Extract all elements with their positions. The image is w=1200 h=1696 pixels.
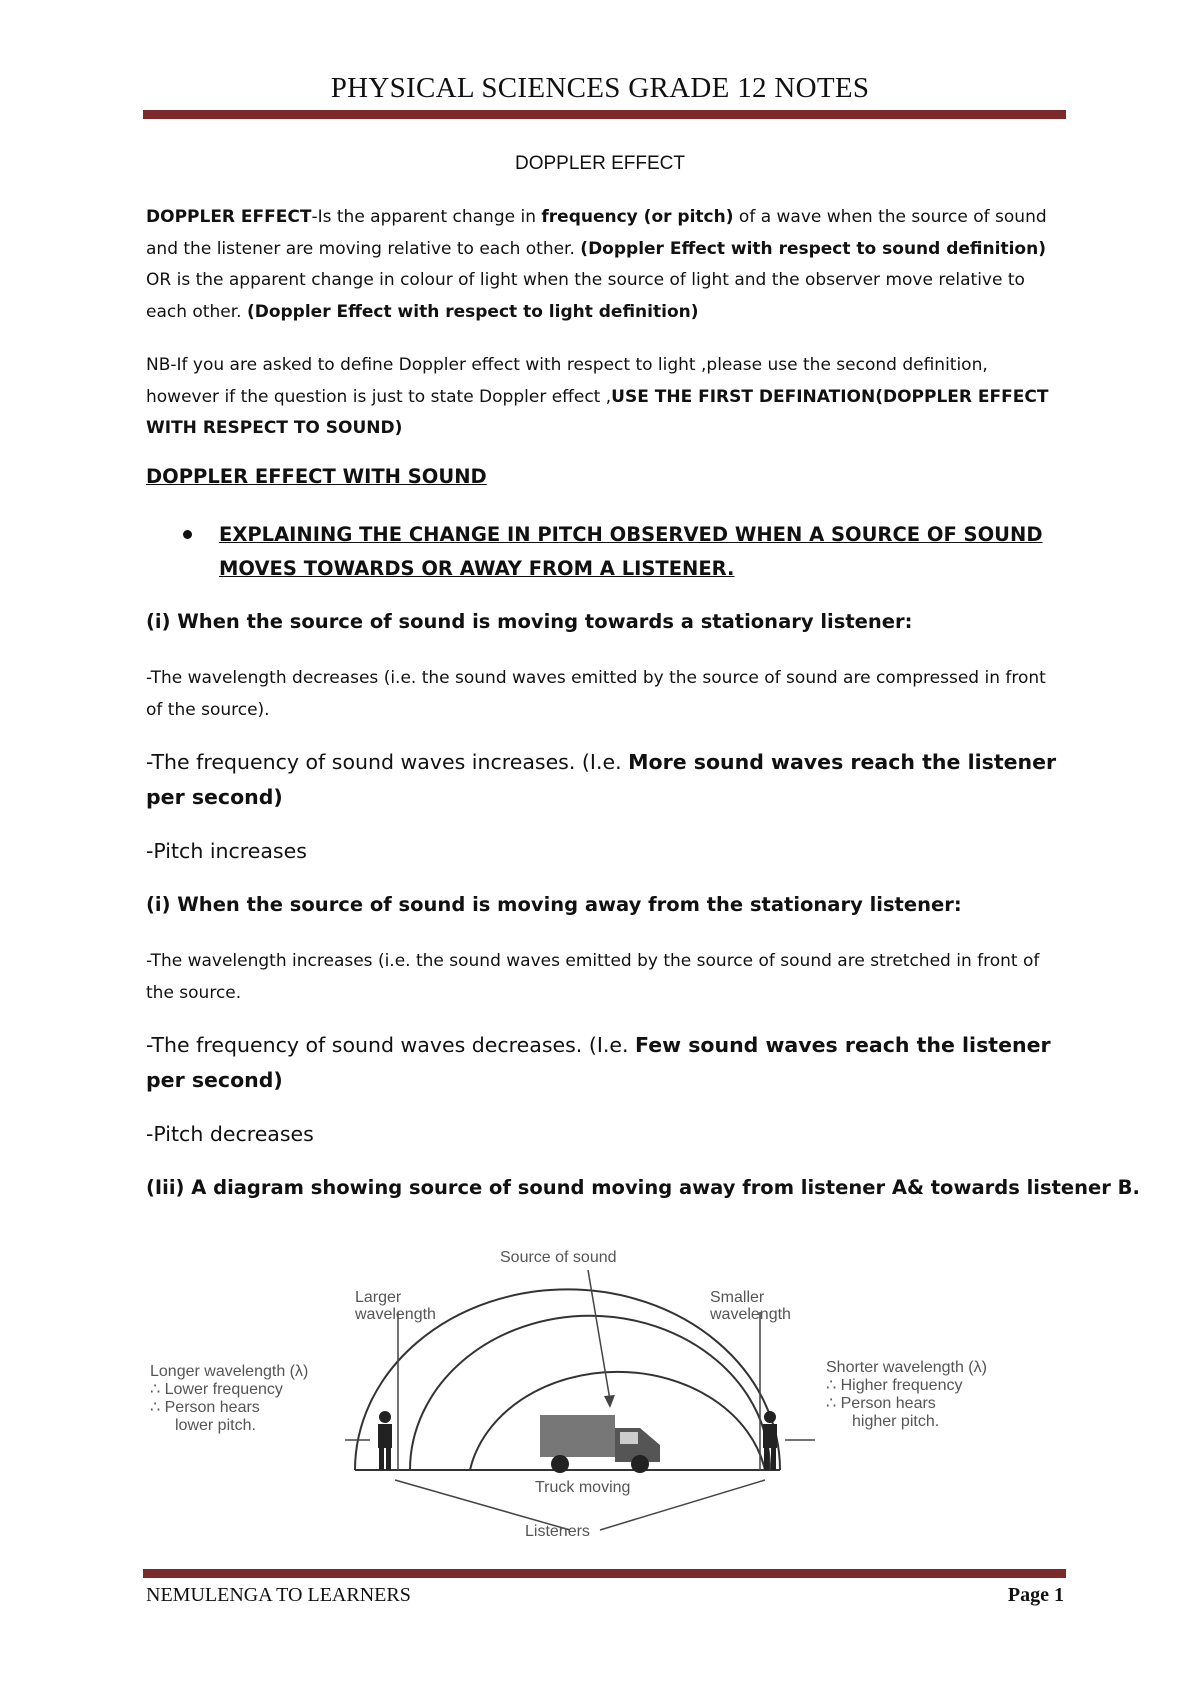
away-frequency-lead: -The frequency of sound waves decreases. (I.e.	[146, 1033, 636, 1057]
doppler-diagram	[0, 1240, 1200, 1540]
definition-text-2: of a wave when the source of sound and the listener are moving relative to each other.	[146, 207, 1047, 259]
definition-term: DOPPLER EFFECT	[146, 207, 312, 227]
label-smaller-1: Smaller	[710, 1289, 765, 1306]
towards-frequency-lead: -The frequency of sound waves increases. (I.e.	[146, 750, 629, 774]
nb-bold: USE THE FIRST DEFINATION(DOPPLER EFFECT WITH RESPECT TO SOUND)	[146, 386, 1049, 438]
label-larger-1: Larger	[355, 1289, 402, 1306]
pitch-increases-text: -Pitch increases	[146, 839, 307, 863]
away-frequency-text	[146, 1028, 1064, 1098]
footer-rule	[143, 1569, 1066, 1578]
definition-text-1: -Is the apparent change in	[311, 207, 542, 227]
case-heading-away: (i) When the source of sound is moving away from the stationary listener:	[146, 893, 962, 916]
label-truck: Truck moving	[535, 1479, 631, 1496]
away-wavelength-text: -The wavelength increases (i.e. the sound waves emitted by the source of sound are stretched in front of the source.	[146, 951, 1040, 1003]
listener-left-icon	[378, 1411, 392, 1470]
bullet-icon	[183, 530, 192, 539]
towards-wavelength-text: -The wavelength decreases (i.e. the sound waves emitted by the source of sound are compressed in front of the source).	[146, 668, 1046, 720]
label-left-4: lower pitch.	[175, 1417, 256, 1434]
label-larger-2: wavelength	[355, 1306, 436, 1323]
towards-frequency-text	[146, 745, 1064, 815]
label-right-4: higher pitch.	[852, 1413, 940, 1430]
label-right-1: Shorter wavelength (λ)	[826, 1359, 987, 1376]
label-left-3: ∴ Person hears	[150, 1399, 260, 1416]
diagram-heading: (Iii) A diagram showing source of sound moving away from listener A& towards listener B.	[146, 1176, 1140, 1199]
label-left-2: ∴ Lower frequency	[150, 1381, 283, 1398]
label-right-2: ∴ Higher frequency	[826, 1377, 963, 1394]
definition-paragraph	[146, 202, 1064, 328]
towards-frequency-bold: More sound waves reach the listener per second)	[146, 750, 1057, 809]
label-left-1: Longer wavelength (λ)	[150, 1363, 309, 1380]
source-pointer	[588, 1270, 610, 1400]
label-source: Source of sound	[500, 1249, 617, 1266]
footer-page-number: Page 1	[1007, 1584, 1064, 1606]
definition-bold-3: (Doppler Effect with respect to light definition)	[246, 301, 699, 322]
pitch-decreases-text: -Pitch decreases	[146, 1122, 314, 1146]
truck-icon	[540, 1415, 660, 1473]
definition-bold-2: (Doppler Effect with respect to sound definition)	[580, 238, 1046, 259]
page-header-title: PHYSICAL SCIENCES GRADE 12 NOTES	[330, 72, 870, 104]
footer-left: NEMULENGA TO LEARNERS	[146, 1584, 411, 1606]
bullet-heading: EXPLAINING THE CHANGE IN PITCH OBSERVED WHEN A SOURCE OF SOUND MOVES TOWARDS OR AWAY FROM A LISTENER.	[219, 523, 1043, 580]
nb-text: NB-If you are asked to define Doppler effect with respect to light ,please use the second definition, however if the question is just to state Doppler effect ,	[146, 355, 988, 407]
nb-paragraph	[146, 350, 1064, 445]
definition-bold-1: frequency (or pitch)	[541, 207, 734, 227]
section-heading: DOPPLER EFFECT WITH SOUND	[146, 465, 487, 488]
away-frequency-bold: Few sound waves reach the listener per second)	[146, 1033, 1051, 1092]
label-listeners: Listeners	[525, 1523, 590, 1540]
document-title: DOPPLER EFFECT	[515, 153, 685, 174]
case-heading-towards: (i) When the source of sound is moving towards a stationary listener:	[146, 610, 913, 633]
header-rule	[143, 110, 1066, 119]
label-right-3: ∴ Person hears	[826, 1395, 936, 1412]
label-smaller-2: wavelength	[710, 1306, 791, 1323]
definition-text-3: OR is the apparent change in colour of light when the source of light and the observer move relative to each other.	[146, 270, 1025, 322]
